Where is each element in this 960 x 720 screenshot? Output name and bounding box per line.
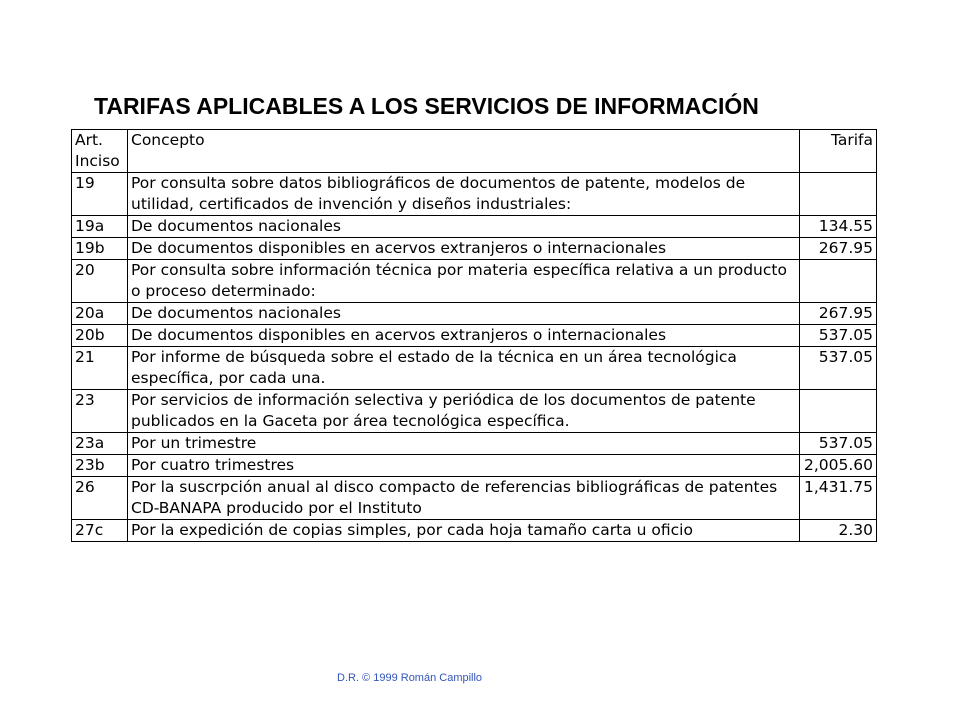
cell-concepto: Por cuatro trimestres [128,455,800,477]
cell-art: 27c [72,520,128,542]
table-row [72,216,877,238]
cell-concepto: Por la expedición de copias simples, por cada hoja tamaño carta u oficio [128,520,800,542]
header-tarifa: Tarifa [800,130,877,173]
cell-tarifa [800,390,877,433]
cell-concepto: Por informe de búsqueda sobre el estado de la técnica en un área tecnológica específica, por cada una. [128,347,800,390]
cell-art: 23a [72,433,128,455]
cell-concepto: Por la suscrpción anual al disco compacto de referencias bibliográficas de patentes CD-BANAPA producido por el Instituto [128,477,800,520]
header-concepto: Concepto [128,130,800,173]
cell-art: 19a [72,216,128,238]
table-row [72,433,877,455]
table-row [72,520,877,542]
cell-concepto: De documentos disponibles en acervos extranjeros o internacionales [128,238,800,260]
cell-tarifa: 2,005.60 [800,455,877,477]
cell-art: 19b [72,238,128,260]
table-row [72,173,877,216]
cell-art: 20b [72,325,128,347]
table-row [72,303,877,325]
cell-concepto: Por un trimestre [128,433,800,455]
cell-tarifa: 1,431.75 [800,477,877,520]
cell-tarifa: 537.05 [800,347,877,390]
cell-concepto: De documentos nacionales [128,303,800,325]
copyright-footer: D.R. © 1999 Román Campillo [337,672,483,684]
cell-concepto: Por servicios de información selectiva y periódica de los documentos de patente publicados en la Gaceta por área tecnológica específica. [128,390,800,433]
cell-tarifa: 134.55 [800,216,877,238]
cell-concepto: De documentos disponibles en acervos extranjeros o internacionales [128,325,800,347]
cell-art: 26 [72,477,128,520]
header-art-inciso: Art. Inciso [72,130,128,173]
cell-tarifa [800,173,877,216]
cell-tarifa: 2.30 [800,520,877,542]
cell-art: 21 [72,347,128,390]
cell-concepto: Por consulta sobre datos bibliográficos de documentos de patente, modelos de utilidad, certificados de invención y diseños industriales: [128,173,800,216]
page-title: TARIFAS APLICABLES A LOS SERVICIOS DE INFORMACIÓN [94,93,759,119]
table-row [72,260,877,303]
table-row [72,455,877,477]
cell-art: 19 [72,173,128,216]
cell-concepto: De documentos nacionales [128,216,800,238]
cell-art: 20 [72,260,128,303]
table-row [72,347,877,390]
cell-art: 23b [72,455,128,477]
table-row [72,238,877,260]
cell-tarifa [800,260,877,303]
table-header-row [72,130,877,173]
cell-concepto: Por consulta sobre información técnica por materia específica relativa a un producto o proceso determinado: [128,260,800,303]
table-row [72,325,877,347]
cell-tarifa: 537.05 [800,433,877,455]
cell-art: 20a [72,303,128,325]
table-row [72,390,877,433]
cell-tarifa: 267.95 [800,238,877,260]
tarifas-table [71,129,877,542]
table-row [72,477,877,520]
cell-tarifa: 267.95 [800,303,877,325]
cell-art: 23 [72,390,128,433]
cell-tarifa: 537.05 [800,325,877,347]
